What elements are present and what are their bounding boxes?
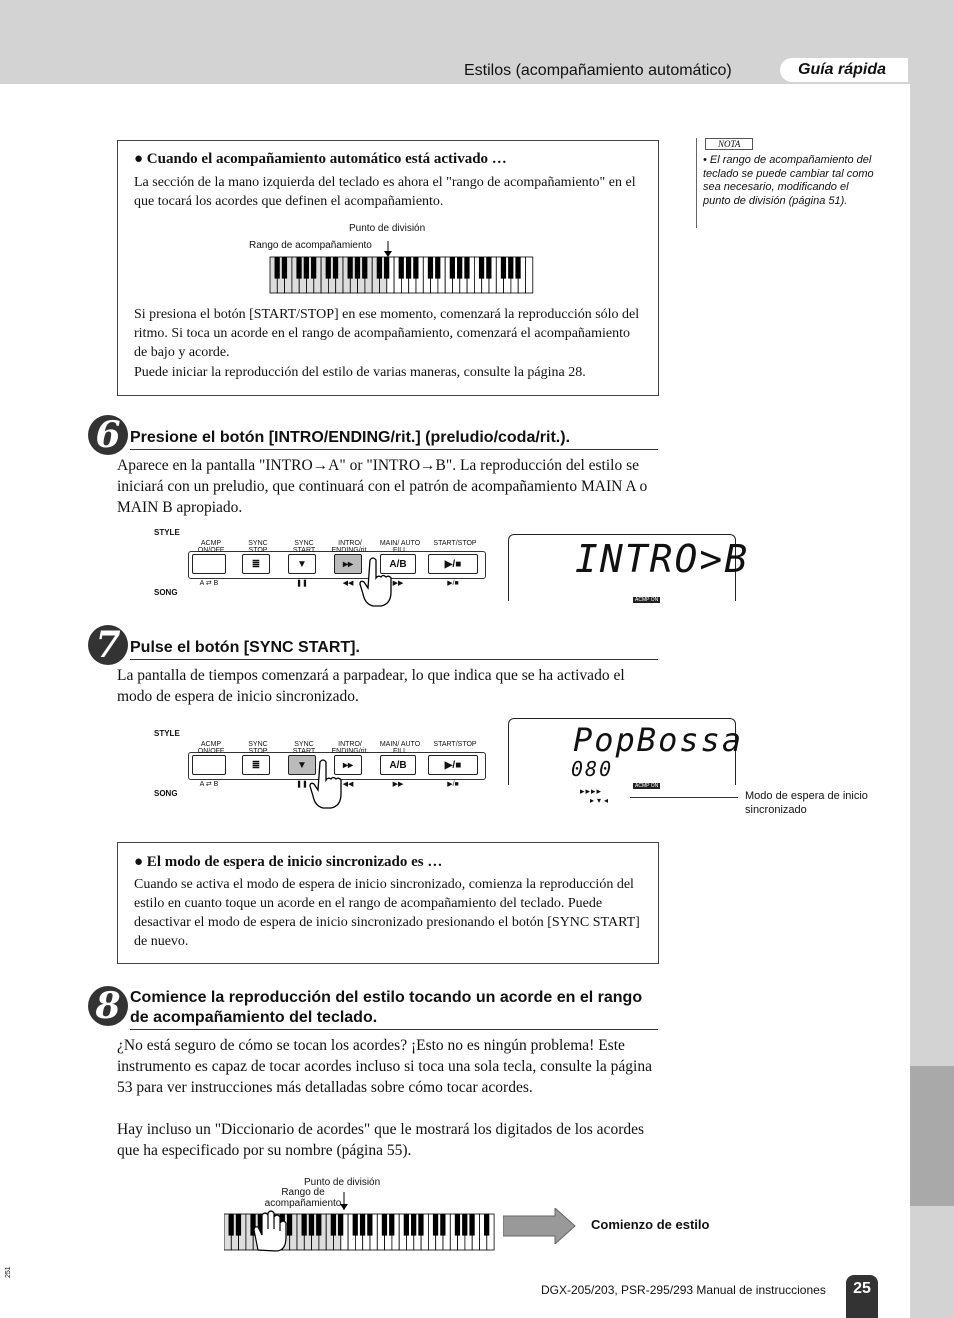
- panel-button-label: SYNC START: [292, 540, 316, 554]
- black-key: [455, 1214, 460, 1236]
- panel-button[interactable]: ▶/■: [428, 554, 478, 574]
- panel-button-sublabel: ❚❚: [296, 580, 308, 587]
- panel-button-label: START/STOP: [433, 741, 477, 748]
- panel-button[interactable]: ▸▸: [334, 554, 362, 574]
- panel-button-sublabel: ▶/■: [447, 580, 459, 587]
- white-key: [526, 257, 533, 293]
- black-key: [515, 257, 520, 279]
- step-7-text: La pantalla de tiempos comenzará a parpadear, lo que indica que se ha activado el modo de espera de inicio sincronizado.: [117, 667, 625, 705]
- panel-button[interactable]: ▼: [288, 755, 316, 775]
- keyboard-diagram: [268, 241, 538, 297]
- black-key: [406, 257, 411, 279]
- keyboard-diagram-2: [224, 1190, 499, 1252]
- black-key: [362, 257, 367, 279]
- panel-button-sublabel: A ⇄ B: [199, 580, 219, 587]
- beat-arrows-icon: ▸▾◂: [590, 796, 612, 805]
- black-key: [404, 1214, 409, 1236]
- panel-button[interactable]: ▼: [288, 554, 316, 574]
- hand-pointer-icon: [308, 758, 348, 810]
- black-key: [384, 257, 389, 279]
- split-point-label: Punto de división: [349, 223, 426, 234]
- black-key: [508, 257, 513, 279]
- black-key: [435, 257, 440, 279]
- lcd-display-step7: [508, 718, 744, 789]
- step-8-p1: ¿No está seguro de cómo se tocan los acordes? ¡Esto no es ningún problema! Este instrumento es capaz de tocar acordes incluso si toca una sola tecla, consulte la página 53 para ver instrucciones más detalladas sobre cómo tocar acordes.: [117, 1037, 652, 1096]
- black-key: [326, 257, 331, 279]
- black-key: [479, 257, 484, 279]
- page-number: 25: [846, 1275, 878, 1318]
- panel-button-label: SYNC STOP: [248, 741, 268, 755]
- step-7-heading: Pulse el botón [SYNC START].: [130, 638, 658, 660]
- beat-indicator-icon: ▸▸▸▸: [580, 786, 603, 796]
- manual-title: DGX-205/203, PSR-295/293 Manual de instrucciones: [541, 1283, 826, 1297]
- black-key: [486, 257, 491, 279]
- black-key: [275, 257, 280, 279]
- black-key: [382, 1214, 387, 1236]
- panel-button-sublabel: ▶/■: [447, 781, 459, 788]
- acmp-on-indicator: ACMP ON: [635, 783, 659, 789]
- note-box-acmp-title: ● Cuando el acompañamiento automático está activado …: [134, 151, 507, 167]
- note-box-sync: [117, 842, 659, 964]
- step-6-heading: Presione el botón [INTRO/ENDING/rit.] (preludio/coda/rit.).: [130, 428, 658, 450]
- style-panel-step6: [154, 528, 494, 608]
- note-box-acmp-p2: Si presiona el botón [START/STOP] en ese momento, comenzará la reproducción sólo del ritmo. Si toca un acorde en el rango de acompañamiento, comenzará el acompañamiento de bajo y acorde.: [134, 307, 640, 360]
- black-key: [348, 257, 353, 279]
- nota-tag: NOTA: [705, 138, 753, 150]
- black-key: [236, 1214, 241, 1236]
- black-key: [413, 257, 418, 279]
- panel-button-label: INTRO/ ENDING/rit.: [331, 540, 369, 554]
- nota-text: • El rango de acompañamiento del teclado se puede cambiar tal como sea necesario, modificando el punto de división (página 51).: [703, 154, 874, 207]
- lcd-text-style: PopBossa: [573, 721, 744, 759]
- section-title: Estilos (acompañamiento automático): [464, 62, 732, 79]
- step-8-heading: Comience la reproducción del estilo tocando un acorde en el rango de acompañamiento del teclado.: [130, 988, 658, 1030]
- panel-button[interactable]: [192, 554, 226, 574]
- panel-button-label: MAIN/ AUTO FILL: [379, 741, 421, 755]
- black-key: [353, 1214, 358, 1236]
- black-key: [338, 1214, 343, 1236]
- callout-line: [630, 797, 738, 798]
- panel-button-label: MAIN/ AUTO FILL: [379, 540, 421, 554]
- lcd-text-intro: INTRO>B: [575, 537, 750, 581]
- panel-button[interactable]: [192, 755, 226, 775]
- black-key: [411, 1214, 416, 1236]
- black-key: [428, 257, 433, 279]
- black-key: [399, 257, 404, 279]
- black-key: [418, 1214, 423, 1236]
- black-key: [229, 1214, 234, 1236]
- black-key: [304, 257, 309, 279]
- black-key: [367, 1214, 372, 1236]
- panel-button-label: ACMP ON/OFF: [197, 540, 225, 554]
- note-box-sync-title: ● El modo de espera de inicio sincronizado es …: [134, 854, 443, 870]
- panel-button-label: ACMP ON/OFF: [197, 741, 225, 755]
- guia-rapida-badge: Guía rápida: [780, 58, 908, 82]
- panel-button-label: INTRO/ ENDING/rit.: [331, 741, 369, 755]
- panel-button[interactable]: A/B: [380, 755, 416, 775]
- side-tab: [910, 1066, 954, 1206]
- step-8-number: 8: [88, 986, 128, 1026]
- black-key: [311, 257, 316, 279]
- right-arrow-icon: [503, 1208, 577, 1244]
- step-6-text: Aparece en la pantalla "INTRO→A" or "INTRO→B". La reproducción del estilo se iniciará con un preludio, que continuará con el patrón de acompañamiento MAIN A o MAIN B apropiado.: [117, 457, 648, 516]
- panel-button-sublabel: ◀◀: [342, 781, 354, 788]
- panel-button-sublabel: ◀◀: [342, 580, 354, 587]
- black-key: [484, 1214, 489, 1236]
- panel-button-sublabel: ▶▶: [392, 781, 404, 788]
- style-label: STYLE: [154, 528, 180, 537]
- note-box-acmp-text: La sección de la mano izquierda del teclado es ahora el "rango de acompañamiento" en el que tocará los acordes que definen el acompañamiento.: [134, 175, 636, 209]
- lcd-display-step6: [508, 534, 750, 603]
- panel-button-label: START/STOP: [433, 540, 477, 547]
- panel-button[interactable]: ≣: [242, 554, 270, 574]
- black-key: [433, 1214, 438, 1236]
- note-box-acmp: [117, 140, 659, 396]
- acmp-on-indicator: ACMP ON: [635, 597, 659, 603]
- split-point-label-2: Punto de división: [304, 1177, 381, 1188]
- panel-button-label: SYNC START: [292, 741, 316, 755]
- black-key: [450, 257, 455, 279]
- panel-button[interactable]: A/B: [380, 554, 416, 574]
- black-key: [501, 257, 506, 279]
- panel-button-label: SYNC STOP: [248, 540, 268, 554]
- black-key: [296, 257, 301, 279]
- black-key: [309, 1214, 314, 1236]
- acmp-range-label: Rango de acompañamiento: [249, 240, 372, 251]
- black-key: [282, 257, 287, 279]
- black-key: [287, 1214, 292, 1236]
- black-key: [462, 1214, 467, 1236]
- black-key: [389, 1214, 394, 1236]
- black-key: [333, 257, 338, 279]
- panel-button-sublabel: ❚❚: [296, 781, 308, 788]
- black-key: [331, 1214, 336, 1236]
- acmp-range-label-2: Rango de acompañamiento: [264, 1187, 342, 1209]
- style-start-label: Comienzo de estilo: [591, 1217, 710, 1232]
- song-label: SONG: [154, 588, 178, 597]
- step-7-number: 7: [88, 625, 128, 665]
- black-key: [464, 257, 469, 279]
- panel-button[interactable]: ▸▸: [334, 755, 362, 775]
- black-key: [457, 257, 462, 279]
- black-key: [377, 257, 382, 279]
- black-key: [355, 257, 360, 279]
- note-box-acmp-p3: Puede iniciar la reproducción del estilo de varias maneras, consulte la página 28.: [134, 365, 586, 380]
- hand-pointer-icon: [358, 556, 398, 608]
- black-key: [302, 1214, 307, 1236]
- nota-sidebar: [696, 138, 877, 228]
- step-6-number: 6: [88, 415, 128, 455]
- panel-button[interactable]: ▶/■: [428, 755, 478, 775]
- sync-wait-label: Modo de espera de inicio sincronizado: [745, 790, 868, 816]
- black-key: [469, 1214, 474, 1236]
- song-label: SONG: [154, 789, 178, 798]
- step-8-p2: Hay incluso un "Diccionario de acordes" que le mostrará los digitados de los acordes que ha especificado por su nombre (página 55).: [117, 1121, 645, 1159]
- note-box-sync-text: Cuando se activa el modo de espera de inicio sincronizado, comienza la reproducción del estilo en cuanto toque un acorde en el rango de acompañamiento del teclado. Puede desactivar el modo de espera de inicio sincronizado presionando el botón [SYNC START] de nuevo.: [134, 877, 640, 949]
- page-code: 251: [5, 1266, 12, 1278]
- black-key: [360, 1214, 365, 1236]
- black-key: [440, 1214, 445, 1236]
- panel-button-sublabel: A ⇄ B: [199, 781, 219, 788]
- panel-button-sublabel: ▶▶: [392, 580, 404, 587]
- black-key: [316, 1214, 321, 1236]
- lcd-tempo: 080: [571, 757, 614, 781]
- style-label: STYLE: [154, 729, 180, 738]
- panel-button[interactable]: ≣: [242, 755, 270, 775]
